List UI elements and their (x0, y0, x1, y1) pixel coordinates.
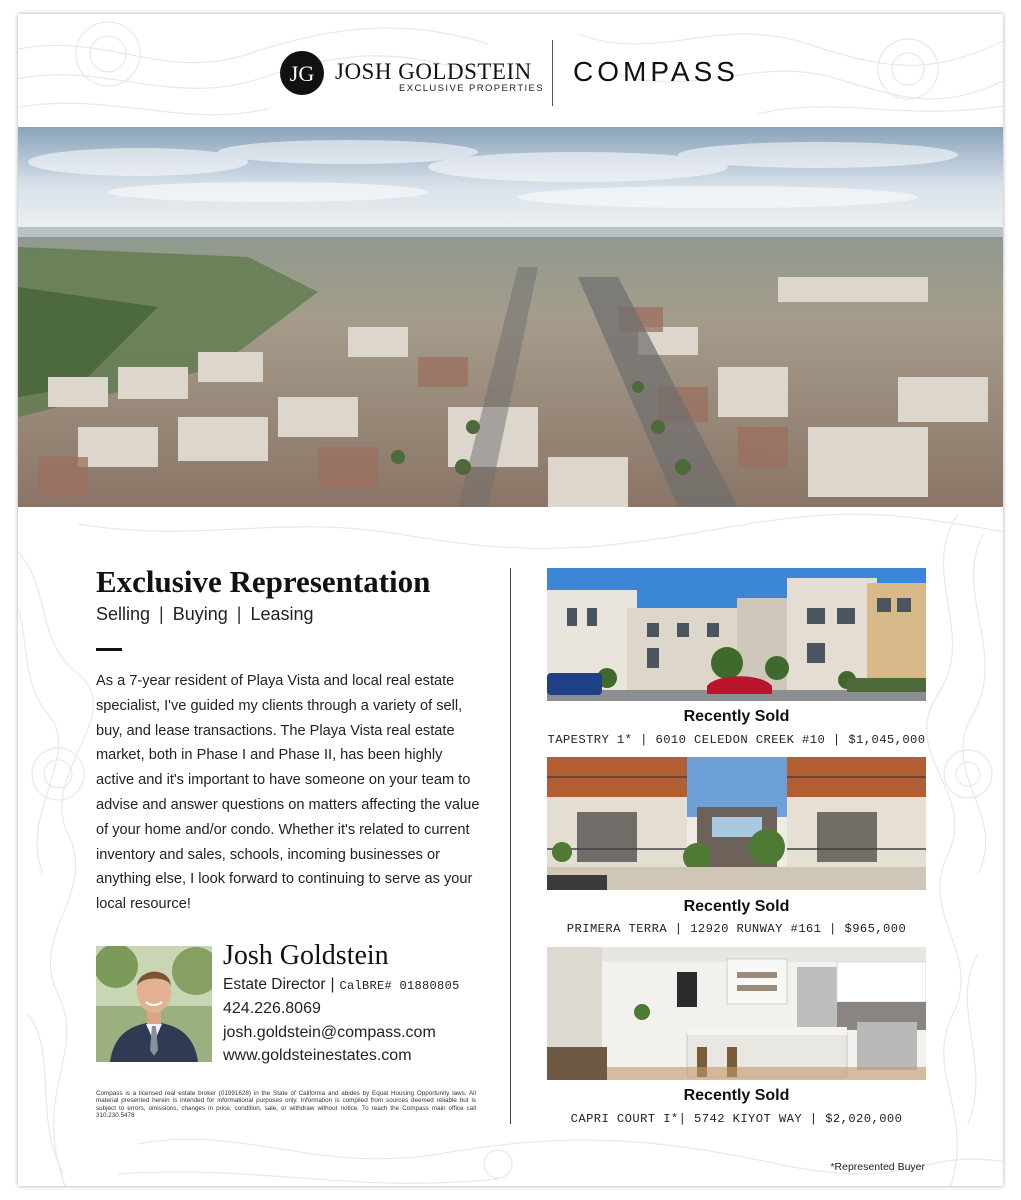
flyer-page (18, 14, 1003, 1186)
header-divider (552, 40, 553, 106)
service-buying: Buying (172, 604, 228, 624)
listing-status: Recently Sold (683, 1087, 790, 1104)
agent-phone[interactable]: 424.226.8069 (223, 1000, 321, 1017)
listing-photo-tapestry (547, 568, 926, 701)
agent-headshot (96, 946, 212, 1062)
listing-status: Recently Sold (683, 898, 790, 915)
footnote: *Represented Buyer (830, 1161, 925, 1173)
services-list (96, 604, 314, 625)
listing-info: PRIMERA TERRA | 12920 RUNWAY #161 | $965,000 (566, 922, 907, 936)
listing-info: CAPRI COURT I*| 5742 KIYOT WAY | $2,020,000 (570, 1112, 903, 1126)
listing-photo-primera-terra (547, 757, 926, 890)
agent-email[interactable]: josh.goldstein@compass.com (223, 1024, 436, 1041)
agent-name: Josh Goldstein (223, 940, 389, 971)
agent-title-line: Estate Director | CalBRE# 01880805 (223, 976, 460, 993)
brand-subtitle: EXCLUSIVE PROPERTIES (399, 83, 545, 94)
monogram-text: JG (289, 61, 315, 86)
separator: | (236, 604, 242, 624)
hero-aerial-photo (18, 127, 1003, 507)
agent-license: CalBRE# 01880805 (339, 979, 460, 993)
agent-website[interactable]: www.goldsteinestates.com (223, 1047, 412, 1064)
service-selling: Selling (96, 604, 151, 624)
jg-monogram-logo (279, 50, 325, 96)
listing-info: TAPESTRY 1* | 6010 CELEDON CREEK #10 | $1,045,000 (547, 733, 926, 747)
listing-photo-capri-court (547, 947, 926, 1080)
column-divider (510, 568, 511, 1124)
brand-name: JOSH GOLDSTEIN (335, 59, 532, 84)
header (18, 14, 1003, 127)
headline: Exclusive Representation (96, 564, 431, 599)
bio-paragraph: As a 7-year resident of Playa Vista and local real estate specialist, I've guided my clients through a variety of sell, buy, and lease transactions. The Playa Vista real estate market, both in Phase I and Phase II, has been highly active and it's important to have someone on your team to advise and answer questions on matters affecting the value of your home and/or condo. Whether it's related to current inventory and sales, schools, incoming businesses or anything else, I look forward to continuing to serve as your local resource! (96, 673, 480, 913)
separator: | (159, 604, 164, 624)
compass-logo: COMPASS (573, 56, 739, 87)
legal-disclaimer: Compass is a licensed real estate broker (01991628) in the State of California and abides by Equal Housing Opportunity laws. All material presented herein is intended for informational purposes only. Information is compiled from sources deemed reliable but is subject to errors, omissions, changes in price, condition, sale, or withdraw without notice. To reach the Compass main office call 310.230.5478 (96, 1090, 476, 1119)
listing-status: Recently Sold (683, 708, 790, 725)
service-leasing: Leasing (250, 604, 314, 624)
agent-title: Estate Director (223, 976, 326, 993)
accent-rule (96, 648, 122, 651)
